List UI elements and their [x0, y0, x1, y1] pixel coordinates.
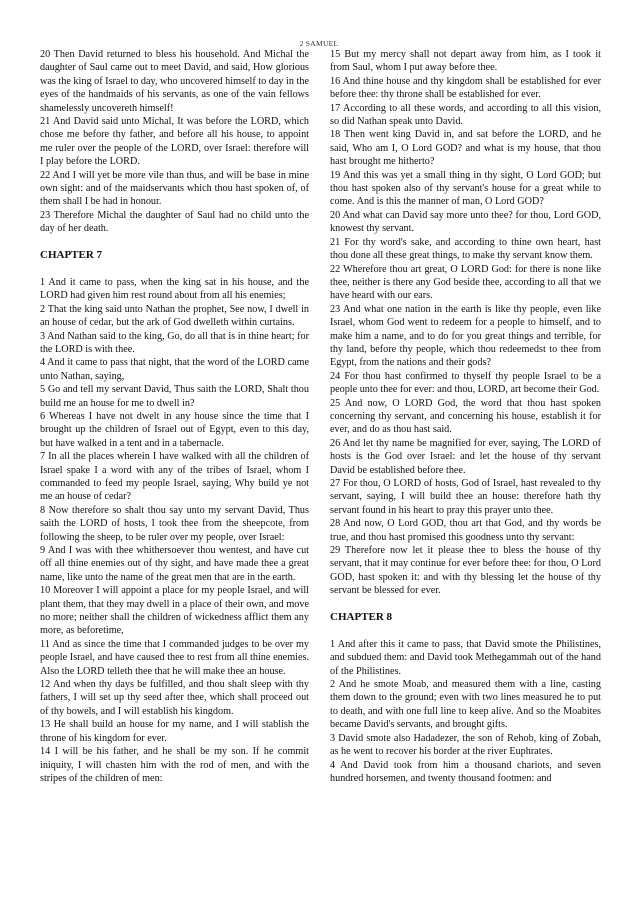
- verse: 11 And as since the time that I commanded judges to be over my people Israel, and have caused thee to rest from all thine enemies. Also the LORD telleth thee that he will make thee an house.: [40, 638, 309, 677]
- verse: 9 And I was with thee whithersoever thou wentest, and have cut off all thine enemies out of thy sight, and have made thee a great name, like unto the name of the great men that are in the earth.: [40, 545, 309, 583]
- verse: 2 That the king said unto Nathan the prophet, See now, I dwell in an house of cedar, but the ark of God dwelleth within curtains.: [40, 303, 309, 329]
- verse: 8 Now therefore so shalt thou say unto my servant David, Thus saith the LORD of hosts, I took thee from the sheepcote, from following the sheep, to be ruler over my people, over Israel:: [40, 504, 309, 543]
- verse: 1 And after this it came to pass, that David smote the Philistines, and subdued them: and David took Methegammah out of the hand of the Philistines.: [330, 638, 601, 677]
- verse: 19 And this was yet a small thing in thy sight, O Lord GOD; but thou hast spoken also of thy servant's house for a great while to come. And is this the manner of man, O Lord GOD?: [330, 169, 601, 208]
- chapter-heading: CHAPTER 7: [40, 249, 103, 262]
- verse: 10 Moreover I will appoint a place for my people Israel, and will plant them, that they may dwell in a place of their own, and move no more; neither shall the children of wickedness afflict them any more, as beforetime,: [40, 585, 309, 637]
- verse: 20 And what can David say more unto thee? for thou, Lord GOD, knowest thy servant.: [330, 209, 601, 235]
- right-column: [330, 48, 601, 785]
- verse: 18 Then went king David in, and sat before the LORD, and he said, Who am I, O Lord GOD? and what is my house, that thou hast brought me hitherto?: [330, 129, 601, 168]
- verse: 20 Then David returned to bless his household. And Michal the daughter of Saul came out to meet David, and said, How glorious was the king of Israel to day, who uncovered himself to day in the eyes of the handmaids of his servants, as one of the vain fellows shamelessly uncovereth himself!: [40, 49, 309, 114]
- verse: 22 Wherefore thou art great, O LORD God: for there is none like thee, neither is there any God beside thee, according to all that we have heard with our ears.: [330, 263, 601, 302]
- verse: 4 And David took from him a thousand chariots, and seven hundred horsemen, and twenty thousand footmen: and: [330, 759, 601, 784]
- verse: 23 And what one nation in the earth is like thy people, even like Israel, whom God went to redeem for a people to himself, and to make him a name, and to do for you great things and terrible, for thy land, before thy people, which thou redeemedst to thee from Egypt, from the nations and their gods?: [330, 303, 601, 369]
- verse: 5 Go and tell my servant David, Thus saith the LORD, Shalt thou build me an house for me to dwell in?: [40, 384, 309, 409]
- running-head: 2 SAMUEL: [299, 39, 339, 48]
- verse: 28 And now, O Lord GOD, thou art that God, and thy words be true, and thou hast promised this goodness unto thy servant:: [330, 518, 601, 543]
- verse: 17 According to all these words, and according to all this vision, so did Nathan speak unto David.: [330, 102, 601, 128]
- verse: 15 But my mercy shall not depart away from him, as I took it from Saul, whom I put away before thee.: [330, 49, 601, 74]
- verse: 24 For thou hast confirmed to thyself thy people Israel to be a people unto thee for ever: and thou, LORD, art become their God.: [330, 370, 601, 396]
- verse: 23 Therefore Michal the daughter of Saul had no child unto the day of her death.: [40, 209, 309, 235]
- verse: 3 David smote also Hadadezer, the son of Rehob, king of Zobah, as he went to recover his border at the river Euphrates.: [330, 732, 601, 758]
- verse: 27 For thou, O LORD of hosts, God of Israel, hast revealed to thy servant, saying, I will build thee an house: therefore hath thy servant found in his heart to pray this prayer unto thee.: [330, 478, 601, 516]
- verse: 26 And let thy name be magnified for ever, saying, The LORD of hosts is the God over Israel: and let the house of thy servant David be established before thee.: [330, 437, 601, 476]
- verse: 16 And thine house and thy kingdom shall be established for ever before thee: thy throne shall be established for ever.: [330, 75, 601, 101]
- verse: 13 He shall build an house for my name, and I will stablish the throne of his kingdom for ever.: [40, 719, 309, 744]
- chapter-heading: CHAPTER 8: [330, 611, 393, 624]
- verse: 1 And it came to pass, when the king sat in his house, and the LORD had given him rest round about from all his enemies;: [40, 276, 309, 302]
- verse: 6 Whereas I have not dwelt in any house since the time that I brought up the children of Israel out of Egypt, even to this day, but have walked in a tent and in a tabernacle.: [40, 410, 309, 449]
- verse: 4 And it came to pass that night, that the word of the LORD came unto Nathan, saying,: [40, 357, 309, 382]
- verse: 14 I will be his father, and he shall be my son. If he commit iniquity, I will chasten him with the rod of men, and with the stripes of the children of men:: [40, 746, 309, 784]
- verse: 12 And when thy days be fulfilled, and thou shalt sleep with thy fathers, I will set up thy seed after thee, which shall proceed out of thy bowels, and I will establish his kingdom.: [40, 679, 309, 717]
- verse: 22 And I will yet be more vile than thus, and will be base in mine own sight: and of the maidservants which thou hast spoken of, of them shall I be had in honour.: [40, 169, 309, 208]
- verse: 2 And he smote Moab, and measured them with a line, casting them down to the ground; even with two lines measured he to put to death, and with one full line to keep alive. And so the Moabites became David's servants, and brought gifts.: [330, 679, 601, 731]
- verse: 21 And David said unto Michal, It was before the LORD, which chose me before thy father, and before all his house, to appoint me ruler over the people of the LORD, over Israel: therefore will I play before the LORD.: [40, 116, 309, 168]
- verse: 29 Therefore now let it please thee to bless the house of thy servant, that it may continue for ever before thee: for thou, O Lord GOD, hast spoken it: and with thy blessing let the house of thy servant be blessed for ever.: [330, 545, 602, 597]
- verse: 25 And now, O LORD God, the word that thou hast spoken concerning thy servant, and concerning his house, establish it for ever, and do as thou hast said.: [330, 397, 601, 436]
- verse: 21 For thy word's sake, and according to thine own heart, hast thou done all these great things, to make thy servant know them.: [330, 236, 601, 262]
- left-column: [40, 48, 309, 785]
- verse: 7 In all the places wherein I have walked with all the children of Israel spake I a word with any of the tribes of Israel, whom I commanded to feed my people Israel, saying, Why build ye not me an house of cedar?: [40, 451, 309, 503]
- verse: 3 And Nathan said to the king, Go, do all that is in thine heart; for the LORD is with thee.: [40, 330, 309, 355]
